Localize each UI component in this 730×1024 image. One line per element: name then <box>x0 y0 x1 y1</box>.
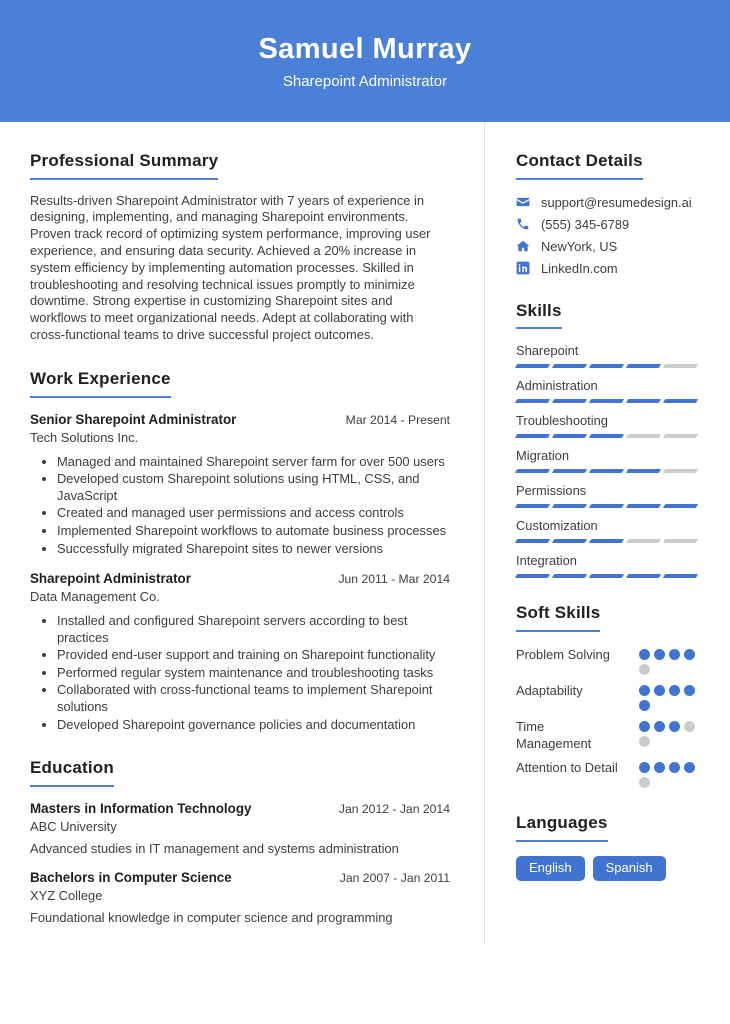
resume-body <box>0 122 730 945</box>
experience-section <box>30 370 450 733</box>
job-company: Tech Solutions Inc. <box>30 429 139 445</box>
soft-skill-rating <box>639 682 697 711</box>
job-bullet-list <box>30 613 450 733</box>
soft-skill-name: Problem Solving <box>516 647 610 663</box>
rating-dot <box>684 649 695 660</box>
languages-heading: Languages <box>516 814 608 842</box>
job-bullet: • Implemented Sharepoint workflows to automate business processes <box>57 523 450 540</box>
contact-phone-text: (555) 345-6789 <box>541 216 630 232</box>
job-bullet: • Performed regular system maintenance and troubleshooting tasks <box>57 665 450 682</box>
summary-heading: Professional Summary <box>30 152 218 180</box>
bar-segment <box>663 504 698 508</box>
job-bullet: • Developed custom Sharepoint solutions using HTML, CSS, and JavaScript <box>57 471 450 504</box>
bar-segment <box>515 399 550 403</box>
language-pill: Spanish <box>593 856 666 881</box>
right-column <box>485 122 730 945</box>
linkedin-icon <box>516 261 530 275</box>
education-degree: Masters in Information Technology <box>30 800 252 816</box>
rating-dot <box>639 721 650 732</box>
education-section <box>30 759 450 925</box>
skills-section <box>516 302 697 579</box>
bar-segment <box>515 364 550 368</box>
skill-item <box>516 448 697 473</box>
education-header <box>30 870 450 885</box>
bar-segment <box>589 469 624 473</box>
soft-skill-rating <box>639 718 697 752</box>
bar-segment <box>663 469 698 473</box>
skill-level-bar <box>516 399 697 403</box>
bar-segment <box>552 399 587 403</box>
job-bullet: • Successfully migrated Sharepoint sites to newer versions <box>57 541 450 558</box>
languages-section <box>516 814 697 881</box>
contact-phone <box>516 217 697 232</box>
skill-level-bar <box>516 364 697 368</box>
resume-header <box>0 0 730 122</box>
job-dates: Jun 2011 - Mar 2014 <box>338 572 450 587</box>
skill-name: Sharepoint <box>516 343 579 359</box>
education-degree: Bachelors in Computer Science <box>30 869 232 885</box>
bar-segment <box>626 434 661 438</box>
bar-segment <box>552 434 587 438</box>
rating-dot <box>654 762 665 773</box>
language-list <box>516 856 697 881</box>
contact-section <box>516 152 697 276</box>
summary-section <box>30 152 450 344</box>
bar-segment <box>589 434 624 438</box>
skill-level-bar <box>516 469 697 473</box>
job-bullet: • Managed and maintained Sharepoint server farm for over 500 users <box>57 454 450 471</box>
candidate-name: Samuel Murray <box>258 32 472 65</box>
bar-segment <box>589 539 624 543</box>
bar-segment <box>589 574 624 578</box>
candidate-title: Sharepoint Administrator <box>282 72 448 90</box>
rating-dot <box>684 721 695 732</box>
bar-segment <box>552 574 587 578</box>
job-title: Sharepoint Administrator <box>30 571 191 587</box>
job-header <box>30 571 450 586</box>
job-list <box>30 412 450 734</box>
bar-segment <box>663 399 698 403</box>
rating-dot <box>654 685 665 696</box>
left-column <box>0 122 485 945</box>
education-description: Foundational knowledge in computer science and programming <box>30 909 393 925</box>
soft-skill-rating <box>639 646 697 675</box>
rating-dot <box>654 649 665 660</box>
soft-skill-item <box>516 718 697 752</box>
contact-linkedin-text: LinkedIn.com <box>541 260 618 276</box>
rating-dot <box>639 762 650 773</box>
skill-level-bar <box>516 574 697 578</box>
job-bullet: • Installed and configured Sharepoint servers according to best practices <box>57 613 450 646</box>
experience-heading: Work Experience <box>30 370 171 398</box>
skill-name: Permissions <box>516 483 587 499</box>
rating-dot <box>669 685 680 696</box>
language-pill: English <box>516 856 585 881</box>
bar-segment <box>552 364 587 368</box>
job-header <box>30 412 450 427</box>
education-school: XYZ College <box>30 887 103 903</box>
job-item <box>30 571 450 733</box>
bar-segment <box>589 504 624 508</box>
skill-name: Integration <box>516 553 577 569</box>
home-icon <box>516 239 530 253</box>
soft-skill-item <box>516 646 697 675</box>
soft-skill-item <box>516 682 697 711</box>
job-bullet: • Created and managed user permissions and access controls <box>57 505 450 522</box>
soft-skill-name: Time Management <box>516 719 592 752</box>
job-dates: Mar 2014 - Present <box>345 412 450 427</box>
bar-segment <box>515 539 550 543</box>
rating-dot <box>654 721 665 732</box>
bar-segment <box>515 504 550 508</box>
soft-skills-heading: Soft Skills <box>516 604 600 632</box>
email-icon <box>516 195 530 209</box>
contact-email-text: support@resumedesign.ai <box>541 194 692 210</box>
contact-linkedin <box>516 261 697 276</box>
bar-segment <box>515 434 550 438</box>
skill-item <box>516 553 697 578</box>
education-item <box>30 801 450 856</box>
soft-skill-list <box>516 646 697 788</box>
skill-item <box>516 518 697 543</box>
bar-segment <box>626 574 661 578</box>
soft-skills-section <box>516 604 697 788</box>
contact-email <box>516 195 697 210</box>
rating-dot <box>684 762 695 773</box>
skill-name: Troubleshooting <box>516 413 608 429</box>
bar-segment <box>626 504 661 508</box>
rating-dot <box>669 649 680 660</box>
phone-icon <box>516 217 530 231</box>
skill-name: Customization <box>516 518 598 534</box>
soft-skill-item <box>516 759 697 788</box>
rating-dot <box>639 664 650 675</box>
bar-segment <box>552 504 587 508</box>
contact-location <box>516 239 697 254</box>
bar-segment <box>626 469 661 473</box>
education-header <box>30 801 450 816</box>
rating-dot <box>639 777 650 788</box>
bar-segment <box>626 399 661 403</box>
soft-skill-name: Attention to Detail <box>516 760 618 776</box>
rating-dot <box>639 736 650 747</box>
bar-segment <box>626 539 661 543</box>
skill-level-bar <box>516 434 697 438</box>
skill-item <box>516 378 697 403</box>
education-dates: Jan 2007 - Jan 2011 <box>339 870 450 885</box>
education-school: ABC University <box>30 818 117 834</box>
job-item <box>30 412 450 558</box>
summary-text: Results-driven Sharepoint Administrator with 7 years of experience in designing, implementing, and managing Sharepoint environments. Proven track record of optimizing system performance, improving user experience, and ensuring data security. Achieved a 20% increase in system efficiency by implementing automation processes. Skilled in troubleshooting and resolving technical issues promptly to minimize downtime. Strong expertise in customizing Sharepoint sites and workflows to meet organizational needs. Adept at collaborating with cross-functional teams to drive successful project outcomes. <box>30 192 431 343</box>
job-bullet: • Collaborated with cross-functional teams to implement Sharepoint solutions <box>57 682 450 715</box>
rating-dot <box>669 721 680 732</box>
contact-location-text: NewYork, US <box>541 238 618 254</box>
rating-dot <box>639 649 650 660</box>
skill-level-bar <box>516 539 697 543</box>
soft-skill-rating <box>639 759 697 788</box>
education-description: Advanced studies in IT management and systems administration <box>30 840 399 856</box>
bar-segment <box>663 574 698 578</box>
rating-dot <box>639 700 650 711</box>
skill-item <box>516 413 697 438</box>
job-title: Senior Sharepoint Administrator <box>30 411 237 427</box>
skill-list <box>516 343 697 578</box>
contact-heading: Contact Details <box>516 152 643 180</box>
skill-item <box>516 343 697 368</box>
bar-segment <box>626 364 661 368</box>
skills-heading: Skills <box>516 302 562 330</box>
bar-segment <box>663 434 698 438</box>
bar-segment <box>589 399 624 403</box>
education-item <box>30 870 450 925</box>
skill-name: Migration <box>516 448 570 464</box>
education-list <box>30 801 450 925</box>
bar-segment <box>515 574 550 578</box>
bar-segment <box>663 539 698 543</box>
education-dates: Jan 2012 - Jan 2014 <box>338 801 450 816</box>
contact-list <box>516 195 697 276</box>
job-bullet: • Provided end-user support and training on Sharepoint functionality <box>57 647 450 664</box>
bar-segment <box>552 539 587 543</box>
bar-segment <box>552 469 587 473</box>
rating-dot <box>669 762 680 773</box>
skill-name: Administration <box>516 378 598 394</box>
job-bullet-list <box>30 454 450 558</box>
education-heading: Education <box>30 759 114 787</box>
job-bullet: • Developed Sharepoint governance policies and documentation <box>57 717 450 734</box>
bar-segment <box>515 469 550 473</box>
bar-segment <box>589 364 624 368</box>
job-company: Data Management Co. <box>30 589 160 605</box>
skill-level-bar <box>516 504 697 508</box>
rating-dot <box>684 685 695 696</box>
soft-skill-name: Adaptability <box>516 683 583 699</box>
bar-segment <box>663 364 698 368</box>
rating-dot <box>639 685 650 696</box>
skill-item <box>516 483 697 508</box>
